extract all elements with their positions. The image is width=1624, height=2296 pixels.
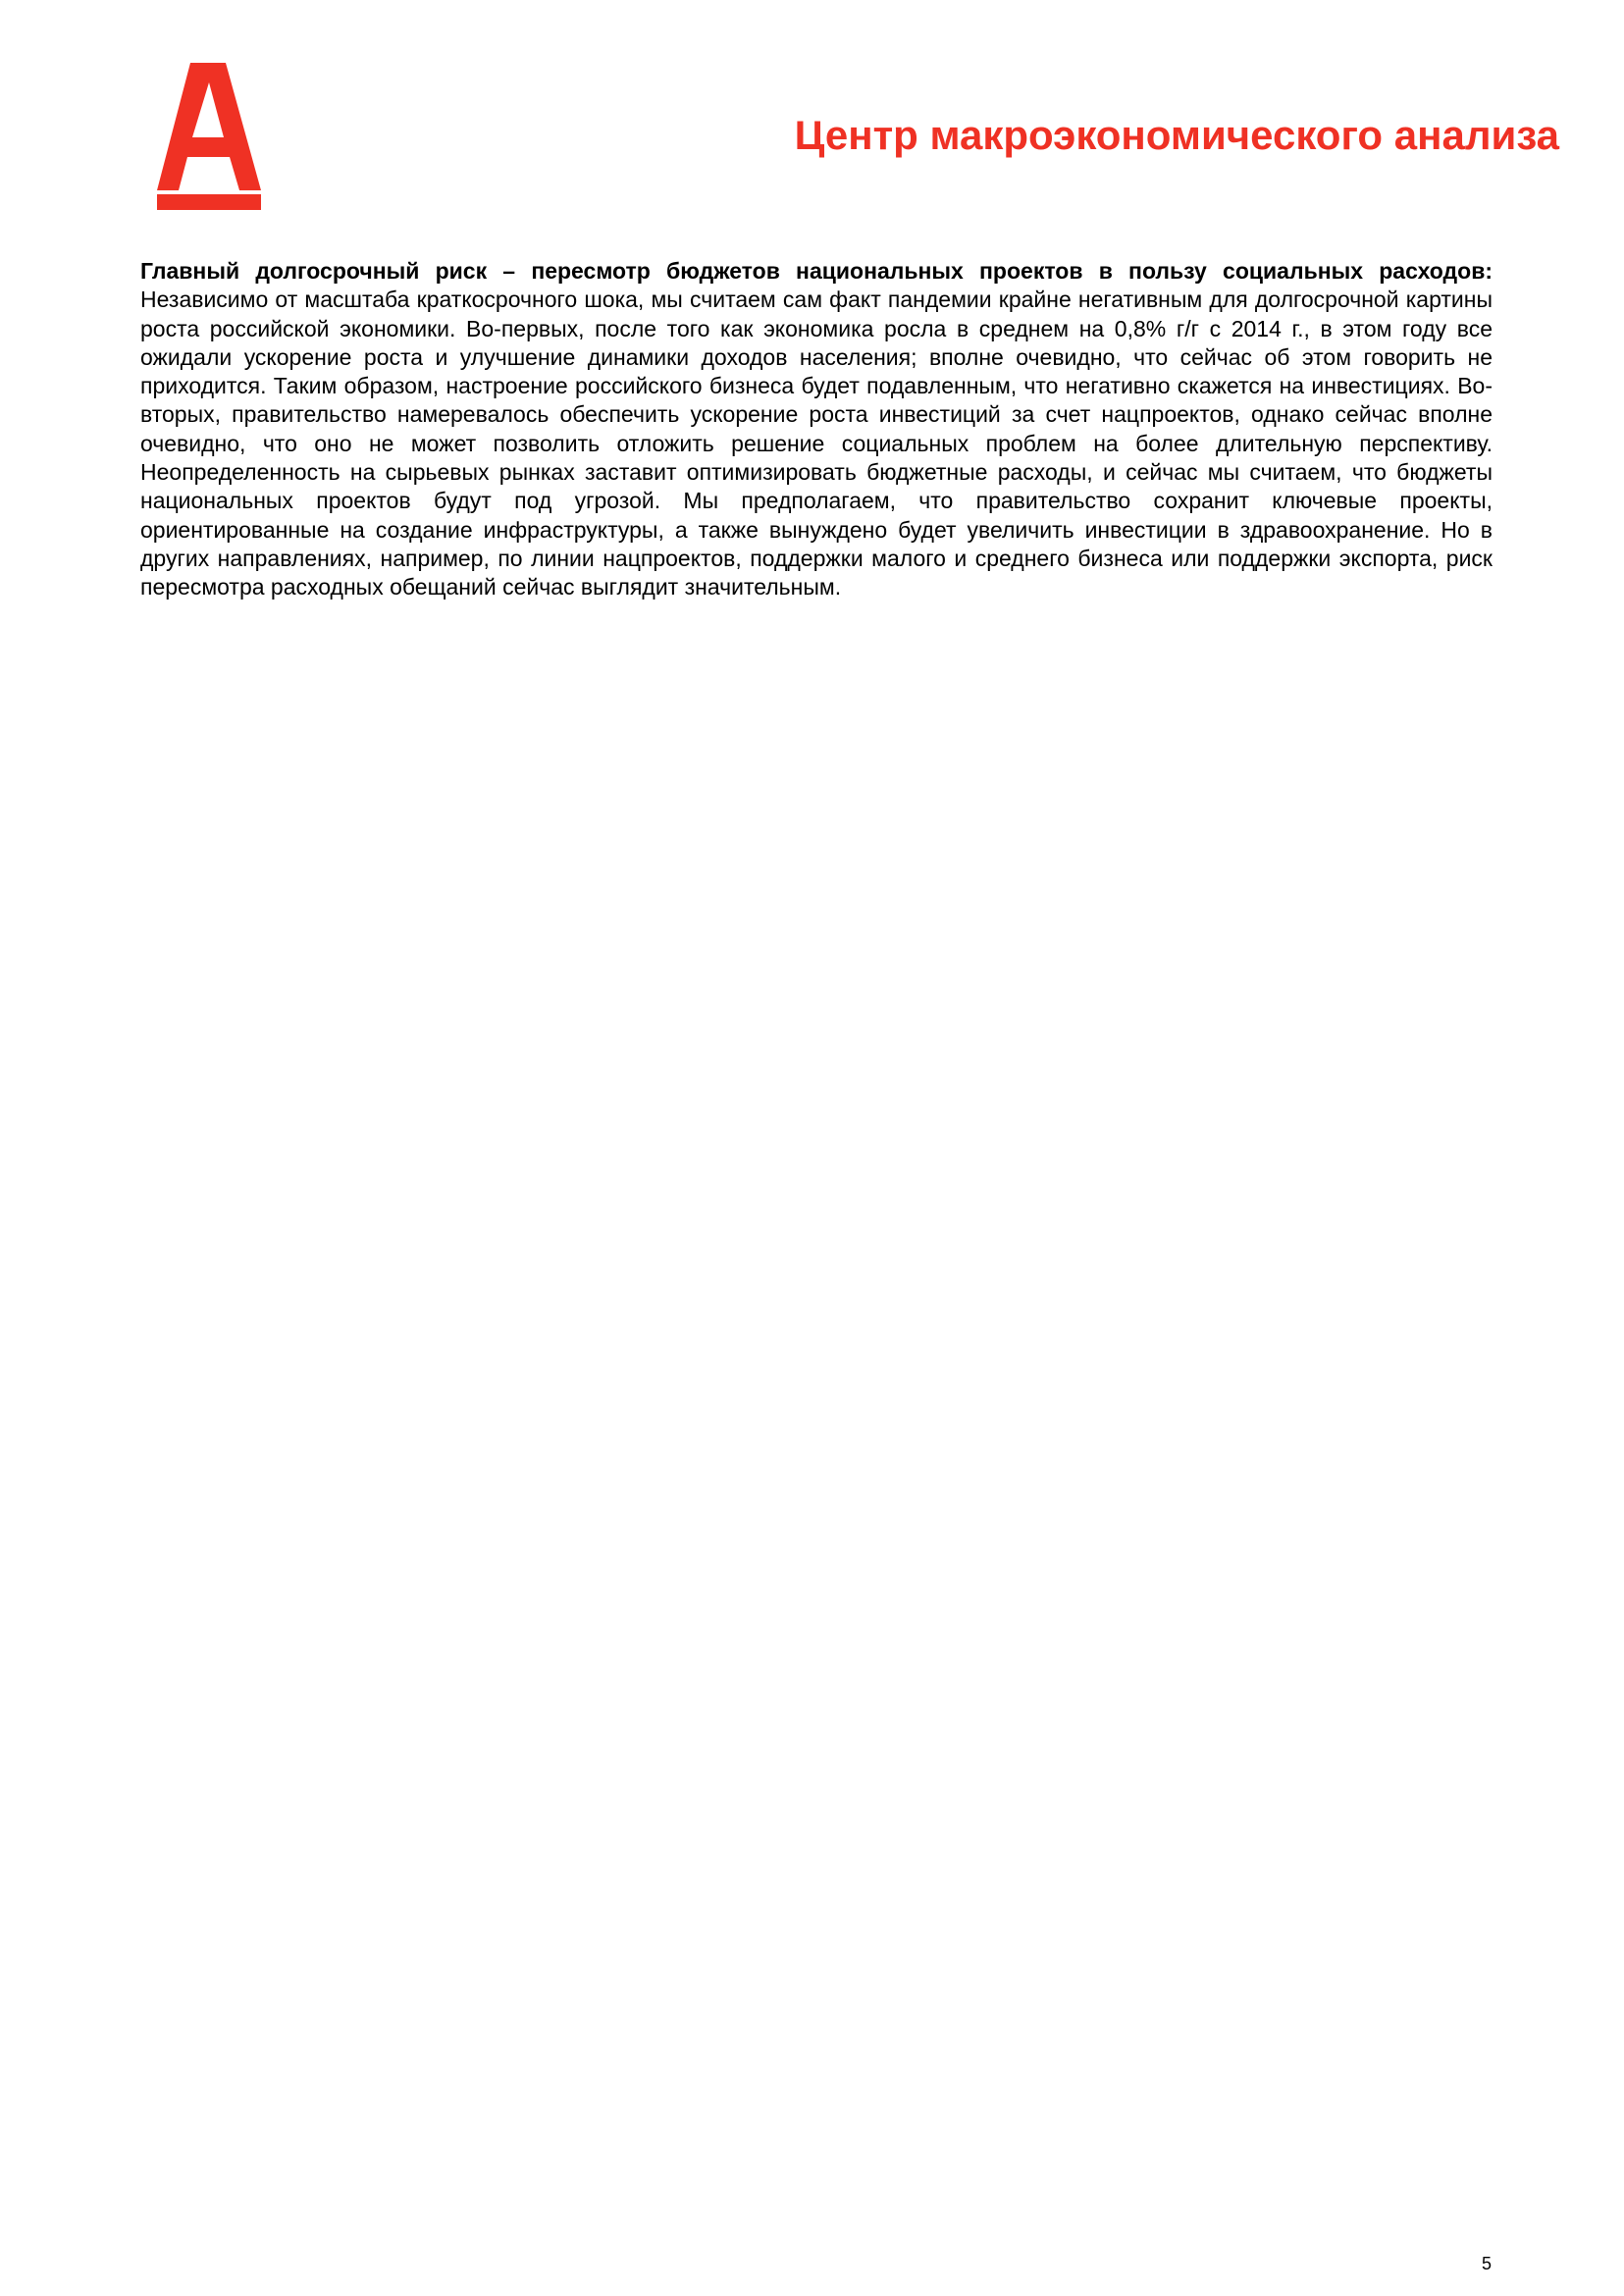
article-body (140, 257, 1493, 602)
page-number: 5 (1482, 2254, 1493, 2273)
alfa-bank-logo-icon (157, 63, 261, 210)
article-paragraph (140, 257, 1493, 602)
page-header-title: Центр макроэкономического анализа (794, 112, 1559, 158)
article-text: Независимо от масштаба краткосрочного шока, мы считаем сам факт пандемии крайне негативным для долгосрочной картины роста российской экономики. Во-первых, после того как экономика росла в среднем на 0,8% г/г с 2014 г., в этом году все ожидали ускорение роста и улучшение динамики доходов населения; вполне очевидно, что сейчас об этом говорить не приходится. Таким образом, настроение российского бизнеса будет подавленным, что негативно скажется на инвестициях. Во-вторых, правительство намеревалось обеспечить ускорение роста инвестиций за счет нацпроектов, однако сейчас вполне очевидно, что оно не может позволить отложить решение социальных проблем на более длительную перспективу. Неопределенность на сырьевых рынках заставит оптимизировать бюджетные расходы, и сейчас мы считаем, что бюджеты национальных проектов будут под угрозой. Мы предполагаем, что правительство сохранит ключевые проекты, ориентированные на создание инфраструктуры, а также вынуждено будет увеличить инвестиции в здравоохранение. Но в других направлениях, например, по линии нацпроектов, поддержки малого и среднего бизнеса или поддержки экспорта, риск пересмотра расходных обещаний сейчас выглядит значительным. (140, 287, 1493, 600)
article-lead-heading: Главный долгосрочный риск – пересмотр бюджетов национальных проектов в пользу социальных расходов: (140, 258, 1493, 284)
